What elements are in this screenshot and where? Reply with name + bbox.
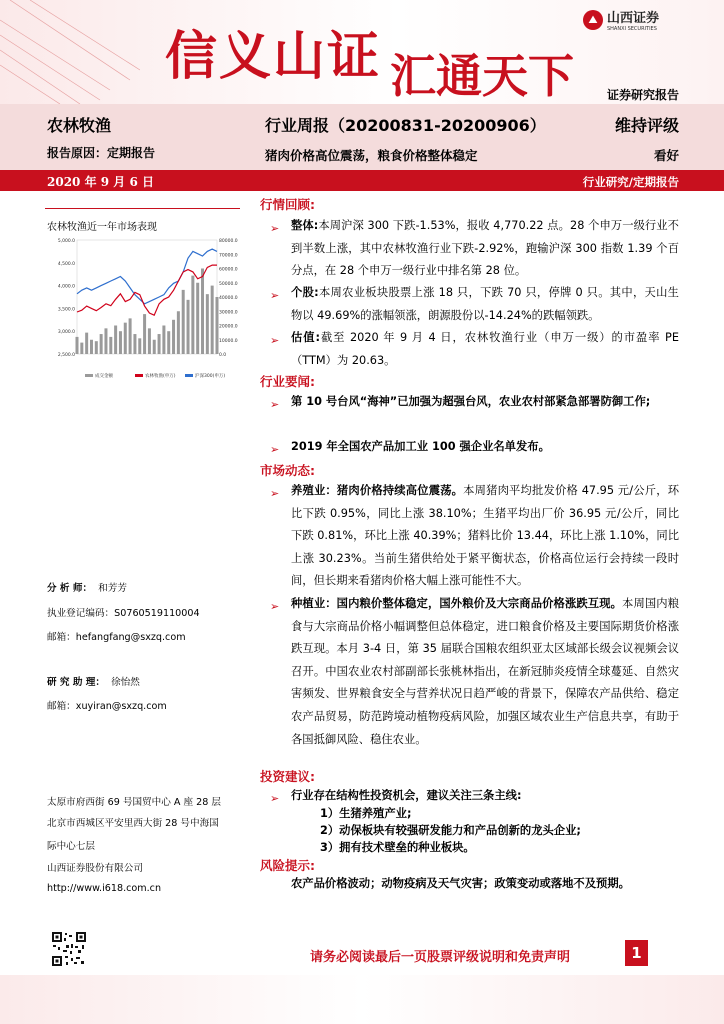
right-tick-label: 0.0 [219, 353, 227, 358]
email-analyst[interactable]: 邮箱：hefangfang@sxzq.com [47, 632, 186, 643]
volume-bar [95, 341, 98, 354]
bullet-arrow-icon: ➢ [270, 222, 280, 235]
market-livestock: 养殖业：猪肉价格持续高位震荡。本周猪肉平均批发价格 47.95 元/公斤，环比下跌 0.95%，同比上涨 38.10%；生猪平均出厂价 36.95 元/公斤，同比下跌 0.81%，环比上涨 40.39%；猪料比价 13.44，环比上涨 1.10%，同比上涨 30.23%。当前生猪供给处于紧平衡状态，价格高位运行会持续一段时间，但长期来看猪肉价格大幅上涨可能性不大。 [291, 484, 679, 588]
volume-bar [85, 333, 88, 354]
volume-bar [138, 338, 141, 354]
market-planting: 种植业：国内粮价整体稳定，国外粮价及大宗商品价格涨跌互现。本周国内粮食与大宗商品价格小幅调整但总体稳定，进口粮食价格及主要国际期货价格涨跌互现。本月 3-4 日，第 35 届联合国粮农组织亚太区域部长级会议视频会议召开。中国农业农村部副部长张桃林指出，在新冠肺炎疫情全球蔓延、自然灾害频发、世界粮食安全与营养状况日趋严峻的背景下，保障农产品供给、稳定农产品贸易，防范跨境动植物疫病风险，加强区域农业生产信息共享，有助于各国抵御风险、稳住农业。 [291, 597, 679, 746]
chart-caption: 农林牧渔近一年市场表现 [47, 222, 157, 233]
sidebar-rule [45, 208, 240, 209]
left-tick-label: 3,500.0 [57, 307, 75, 313]
invest-main: 行业存在结构性投资机会，建议关注三条主线: [291, 789, 522, 802]
bullet-arrow-icon: ➢ [270, 600, 280, 613]
right-tick-label: 10000.0 [219, 338, 238, 344]
volume-bar [100, 334, 103, 354]
report-date: 2020 年 9 月 6 日 [47, 175, 154, 189]
left-tick-label: 2,500.0 [57, 353, 75, 358]
report-category: 行业研究/定期报告 [582, 175, 679, 189]
news-item: 2019 年全国农产品加工业 100 强企业名单发布。 [291, 440, 550, 453]
company-logo: ⛰ 山西证券 SHANXI SECURITIES [583, 7, 659, 32]
address-3: 际中心七层 [47, 841, 95, 852]
footer-disclaimer: 请务必阅读最后一页股票评级说明和免责声明 [310, 950, 571, 965]
rating-value: 看好 [653, 148, 679, 163]
review-stocks: 个股:本周农业板块股票上涨 18 只，下跌 70 只，停牌 0 只。其中，天山生物以 49.69%的涨幅领涨，朗源股份以-14.24%的跌幅领跌。 [291, 286, 679, 322]
header-slogan: 信义山证 [165, 26, 382, 87]
volume-bar [76, 337, 79, 354]
address-2: 北京市西城区平安里西大街 28 号中海国 [47, 818, 219, 829]
section-risk-title: 风险提示: [260, 858, 315, 873]
volume-bar [129, 318, 132, 354]
legend-label: 农林牧渔(申万) [145, 374, 176, 379]
risk-text: 农产品价格波动；动物疫病及天气灾害；政策变动或落地不及预期。 [291, 877, 630, 890]
legend-swatch [135, 374, 143, 377]
review-overall: 整体:本周沪深 300 下跌-1.53%，报收 4,770.22 点。28 个申万一级行业不到半数上涨，其中农林牧渔行业下跌-2.92%，跑输沪深 300 指数 1.39 个百分点，在 28 个申万一级行业中排名第 28 位。 [291, 219, 679, 278]
volume-bar [211, 286, 214, 354]
left-tick-label: 4,500.0 [57, 261, 75, 267]
volume-bar [162, 326, 165, 355]
chart-plot-area [77, 240, 217, 354]
analyst: 分 析 师： 和芳芳 [47, 583, 127, 594]
legend-swatch [85, 374, 93, 377]
bullet-arrow-icon: ➢ [270, 443, 280, 456]
section-news-title: 行业要闻: [260, 374, 315, 389]
section-market-title: 市场动态: [260, 463, 315, 478]
section-invest-title: 投资建议: [260, 769, 315, 784]
volume-bar [187, 300, 190, 354]
volume-bar [177, 311, 180, 354]
bullet-arrow-icon: ➢ [270, 792, 280, 805]
right-tick-label: 50000.0 [219, 281, 238, 287]
headline: 猪肉价格高位震荡，粮食价格整体稳定 [265, 148, 478, 163]
volume-bar [167, 331, 170, 354]
legend-swatch [185, 374, 193, 377]
report-reason: 报告原因：定期报告 [47, 146, 156, 160]
website-link[interactable]: http://www.i618.com.cn [47, 883, 162, 894]
footer-band [0, 975, 724, 1024]
volume-bar [119, 331, 122, 354]
volume-bar [196, 283, 199, 354]
volume-bar [153, 340, 156, 354]
right-tick-label: 20000.0 [219, 324, 238, 330]
cert-code: 执业登记编码：S0760519110004 [47, 608, 200, 619]
volume-bar [114, 326, 117, 355]
right-tick-label: 60000.0 [219, 267, 238, 273]
rating: 维持评级 [614, 116, 679, 135]
bullet-arrow-icon: ➢ [270, 334, 280, 347]
logo-icon: ⛰ [583, 10, 603, 30]
section-review-title: 行情回顾: [260, 197, 315, 212]
right-tick-label: 40000.0 [219, 296, 238, 301]
volume-bar [124, 323, 127, 354]
volume-bar [109, 337, 112, 354]
report-title: 行业周报（20200831-20200906） [265, 116, 546, 135]
volume-bar [201, 269, 204, 355]
sector-name: 农林牧渔 [47, 116, 112, 135]
bullet-arrow-icon: ➢ [270, 398, 280, 411]
header-slogan-2: 汇通天下 [390, 49, 574, 103]
news-item: 第 10 号台风“海神”已加强为超强台风，农业农村部紧急部署防御工作; [291, 395, 651, 408]
volume-bar [182, 290, 185, 354]
volume-bar [206, 294, 209, 354]
assistant: 研 究 助 理： 徐怡然 [47, 677, 140, 688]
bullet-arrow-icon: ➢ [270, 289, 280, 302]
left-tick-label: 4,000.0 [57, 284, 75, 290]
right-tick-label: 80000.0 [219, 239, 238, 244]
review-valuation: 估值:截至 2020 年 9 月 4 日，农林牧渔行业（申万一级）的市盈率 PE（TTM）为 20.63。 [291, 331, 679, 367]
invest-item: 2）动保板块有较强研发能力和产品创新的龙头企业; [320, 824, 581, 837]
volume-bar [104, 328, 107, 354]
invest-item: 3）拥有技术壁垒的种业板块。 [320, 841, 475, 854]
right-tick-label: 70000.0 [219, 253, 238, 259]
invest-item: 1）生猪养殖产业; [320, 807, 412, 820]
qr-code [51, 931, 87, 967]
bullet-arrow-icon: ➢ [270, 487, 280, 500]
right-tick-label: 30000.0 [219, 310, 238, 316]
volume-bar [80, 343, 83, 354]
legend-label: 成交金额 [95, 374, 113, 379]
volume-bar [172, 320, 175, 354]
legend-label: 沪深300(申万) [195, 374, 226, 379]
page-number: 1 [625, 940, 648, 966]
left-tick-label: 5,000.0 [57, 239, 75, 244]
market-chart [45, 234, 245, 384]
volume-bar [133, 334, 136, 354]
volume-bar [191, 276, 194, 354]
address-1: 太原市府西街 69 号国贸中心 A 座 28 层 [47, 797, 221, 808]
volume-bar [143, 314, 146, 354]
email-assistant[interactable]: 邮箱：xuyiran@sxzq.com [47, 701, 167, 712]
company-name: 山西证券股份有限公司 [47, 863, 143, 874]
volume-bar [90, 340, 93, 354]
volume-bar [158, 334, 161, 354]
left-tick-label: 3,000.0 [57, 330, 75, 336]
volume-bar [148, 328, 151, 354]
report-type: 证券研究报告 [606, 88, 679, 102]
header-deco [0, 0, 140, 104]
